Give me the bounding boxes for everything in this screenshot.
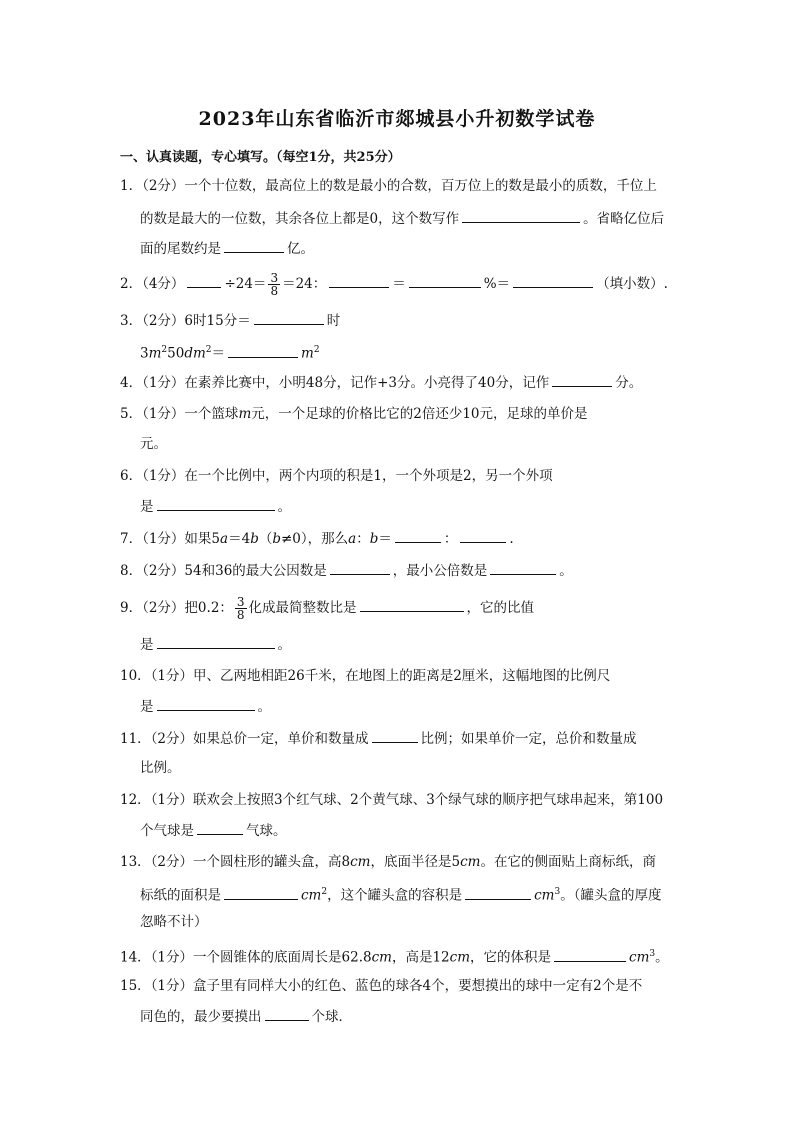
fraction: $\frac{3}{8}$ bbox=[270, 271, 279, 298]
answer-blank[interactable] bbox=[372, 728, 418, 743]
question-13-line-2: 标纸的面积是 $cm^2$，这个罐头盒的容积是 $cm^3$。（罐头盒的厚度 bbox=[140, 882, 661, 906]
answer-blank[interactable] bbox=[224, 885, 298, 900]
answer-blank[interactable] bbox=[254, 310, 324, 325]
question-number: 3． bbox=[120, 313, 143, 329]
question-number: 6． bbox=[120, 468, 143, 484]
question-1-line-3: 面的尾数约是 亿。 bbox=[140, 238, 314, 259]
answer-blank[interactable] bbox=[360, 597, 464, 612]
question-9-line-2: 是 。 bbox=[140, 634, 291, 655]
answer-blank[interactable] bbox=[157, 696, 255, 711]
question-3-line-1: 3．（2分）6时15分＝ 时 bbox=[120, 310, 340, 331]
question-4: 4．（1分）在素养比赛中，小明48分，记作+3分。小亮得了40分，记作 分。 bbox=[120, 372, 642, 393]
question-8: 8．（2分）54和36的最大公因数是 ，最小公倍数是 。 bbox=[120, 560, 573, 581]
answer-blank[interactable] bbox=[265, 1006, 309, 1021]
exam-title: 2023年山东省临沂市郯城县小升初数学试卷 bbox=[198, 108, 596, 130]
question-13-line-1: 13．（2分）一个圆柱形的罐头盒，高8cm，底面半径是5cm。在它的侧面贴上商标纸，商 bbox=[120, 854, 656, 870]
question-9-line-1: 9．（2分）把0.2： $\frac{3}{8}$ 化成最简整数比是 ，它的比值 bbox=[120, 595, 535, 622]
question-number: 15． bbox=[120, 978, 151, 994]
answer-blank[interactable] bbox=[187, 273, 221, 288]
answer-blank[interactable] bbox=[554, 947, 626, 962]
answer-blank[interactable] bbox=[197, 820, 243, 835]
answer-blank[interactable] bbox=[460, 528, 506, 543]
question-number: 8． bbox=[120, 563, 143, 579]
answer-blank[interactable] bbox=[228, 343, 298, 358]
question-number: 1． bbox=[120, 178, 143, 194]
answer-blank[interactable] bbox=[465, 885, 531, 900]
question-number: 13． bbox=[120, 854, 151, 870]
fraction: $\frac{3}{8}$ bbox=[236, 595, 245, 622]
question-12-line-2: 个气球是 气球。 bbox=[140, 820, 287, 841]
question-12-line-1: 12．（1分）联欢会上按照3个红气球、2个黄气球、3个绿气球的顺序把气球串起来，第100 bbox=[120, 792, 664, 808]
question-number: 12． bbox=[120, 792, 151, 808]
question-5-line-2: 元。 bbox=[140, 436, 167, 452]
answer-blank[interactable] bbox=[513, 273, 593, 288]
question-1-line-2: 的数是最大的一位数，其余各位上都是0，这个数写作 。省略亿位后 bbox=[140, 208, 664, 229]
question-number: 9． bbox=[120, 600, 143, 616]
question-11-line-1: 11．（2分）如果总价一定，单价和数量成 比例；如果单价一定，总价和数量成 bbox=[120, 728, 637, 749]
question-15-line-1: 15．（1分）盒子里有同样大小的红色、蓝色的球各4个，要想摸出的球中一定有2个是不 bbox=[120, 978, 643, 994]
answer-blank[interactable] bbox=[490, 560, 556, 575]
answer-blank[interactable] bbox=[224, 238, 284, 253]
answer-blank[interactable] bbox=[462, 208, 580, 223]
question-number: 4． bbox=[120, 375, 143, 391]
question-10-line-2: 是 。 bbox=[140, 696, 271, 717]
question-number: 10． bbox=[120, 668, 151, 684]
question-6-line-1: 6．（1分）在一个比例中，两个内项的积是1，一个外项是2，另一个外项 bbox=[120, 468, 553, 484]
question-11-line-2: 比例。 bbox=[140, 760, 181, 776]
question-number: 5． bbox=[120, 406, 143, 422]
question-13-line-3: 忽略不计） bbox=[140, 914, 208, 930]
answer-blank[interactable] bbox=[330, 560, 390, 575]
answer-blank[interactable] bbox=[395, 528, 441, 543]
question-number: 11． bbox=[120, 731, 151, 747]
answer-blank[interactable] bbox=[329, 273, 389, 288]
answer-blank[interactable] bbox=[157, 634, 275, 649]
question-5-line-1: 5．（1分）一个篮球m元，一个足球的价格比它的2倍还少10元，足球的单价是 bbox=[120, 406, 588, 422]
question-number: 2． bbox=[120, 276, 143, 292]
section-heading: 一、认真读题，专心填写。（每空1分，共25分） bbox=[120, 150, 401, 165]
question-2: 2．（4分） ÷24＝ $\frac{3}{8}$ ＝24： ＝ %＝ （填小数）. bbox=[120, 271, 668, 298]
question-6-line-2: 是 。 bbox=[140, 496, 291, 517]
question-3-line-2: $3m^250dm^2= m^2$ bbox=[140, 340, 320, 364]
question-15-line-2: 同色的，最少要摸出 个球． bbox=[140, 1006, 352, 1027]
question-10-line-1: 10．（1分）甲、乙两地相距26千米，在地图上的距离是2厘米，这幅地图的比例尺 bbox=[120, 668, 611, 684]
answer-blank[interactable] bbox=[157, 496, 275, 511]
answer-blank[interactable] bbox=[409, 273, 481, 288]
question-7: 7．（1分）如果5a＝4b（b≠0），那么a：b＝ ： . bbox=[120, 528, 514, 549]
question-number: 7． bbox=[120, 531, 143, 547]
answer-blank[interactable] bbox=[552, 372, 612, 387]
question-14: 14．（1分）一个圆锥体的底面周长是62.8cm，高是12cm，它的体积是 $cm^3$。 bbox=[120, 944, 669, 968]
question-1-line-1: 1．（2分）一个十位数，最高位上的数是最小的合数，百万位上的数是最小的质数，千位上 bbox=[120, 178, 657, 194]
question-number: 14． bbox=[120, 949, 151, 966]
